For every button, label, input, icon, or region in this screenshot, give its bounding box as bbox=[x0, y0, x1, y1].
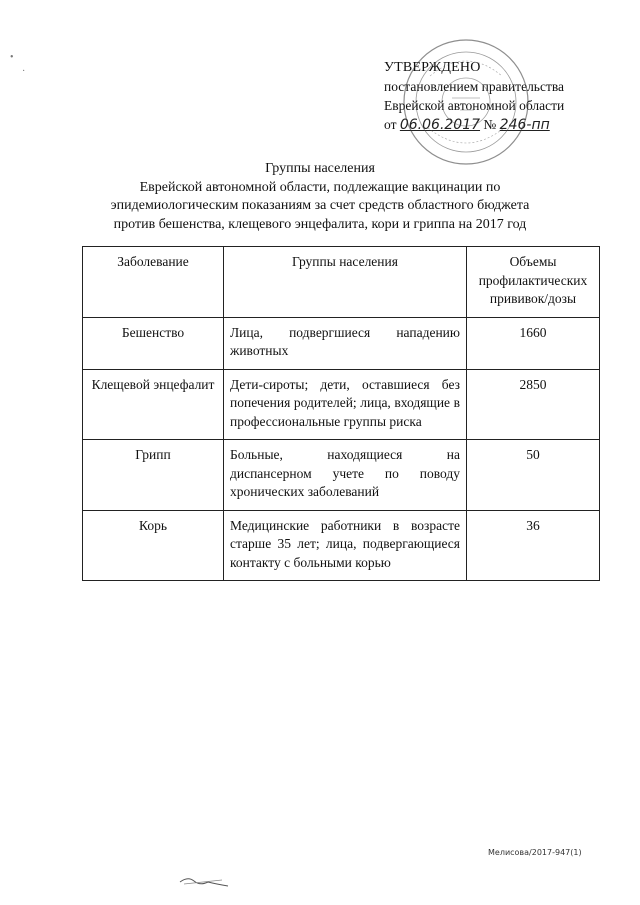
title-line-3: эпидемиологическим показаниям за счет средств областного бюджета bbox=[110, 198, 530, 213]
table-row bbox=[83, 440, 600, 511]
title-line-1: Группы населения bbox=[265, 161, 375, 176]
cell-doses: 1660 bbox=[467, 317, 600, 369]
document-code: Мелисова/2017-947(1) bbox=[488, 848, 582, 857]
vaccination-table bbox=[82, 246, 600, 581]
title-line-4: против бешенства, клещевого энцефалита, кори и гриппа на 2017 год bbox=[113, 216, 527, 232]
cell-groups: Медицинские работники в возрасте старше 35 лет; лица, подвергающиеся контакту с больными корью bbox=[224, 510, 467, 581]
table-row bbox=[83, 369, 600, 440]
cell-groups: Больные, находящиеся на диспансерном учете по поводу хронических заболеваний bbox=[224, 440, 467, 511]
number-prefix: № bbox=[483, 117, 497, 132]
cell-disease: Грипп bbox=[83, 440, 224, 511]
document-title bbox=[60, 160, 580, 234]
header-doses: Объемы профилактических прививок/дозы bbox=[467, 247, 600, 318]
title-line-2: Еврейской автономной области, подлежащие вакцинации по bbox=[139, 179, 501, 195]
cell-disease: Корь bbox=[83, 510, 224, 581]
header-groups: Группы населения bbox=[224, 247, 467, 318]
scan-mark: · bbox=[22, 66, 26, 77]
round-seal-icon bbox=[400, 36, 532, 168]
approved-heading: УТВЕРЖДЕНО bbox=[384, 60, 481, 75]
header-disease: Заболевание bbox=[83, 247, 224, 318]
approval-region-line: Еврейской автономной области bbox=[384, 98, 565, 113]
approval-by-line: постановлением правительства bbox=[384, 79, 565, 94]
cell-doses: 2850 bbox=[467, 369, 600, 440]
cell-groups: Лица, подвергшиеся нападению животных bbox=[224, 317, 467, 369]
scan-mark: • bbox=[10, 52, 14, 63]
table-header-row bbox=[83, 247, 600, 318]
cell-disease: Клещевой энцефалит bbox=[83, 369, 224, 440]
table-row bbox=[83, 317, 600, 369]
date-prefix: от bbox=[384, 117, 397, 132]
cell-disease: Бешенство bbox=[83, 317, 224, 369]
cell-doses: 50 bbox=[467, 440, 600, 511]
signature-scribble-icon bbox=[178, 874, 230, 888]
number-value: 246-пп bbox=[499, 117, 550, 133]
table-row bbox=[83, 510, 600, 581]
cell-doses: 36 bbox=[467, 510, 600, 581]
date-value: 06.06.2017 bbox=[399, 117, 481, 133]
cell-groups: Дети-сироты; дети, оставшиеся без попечения родителей; лица, входящие в профессиональные группы риска bbox=[224, 369, 467, 440]
